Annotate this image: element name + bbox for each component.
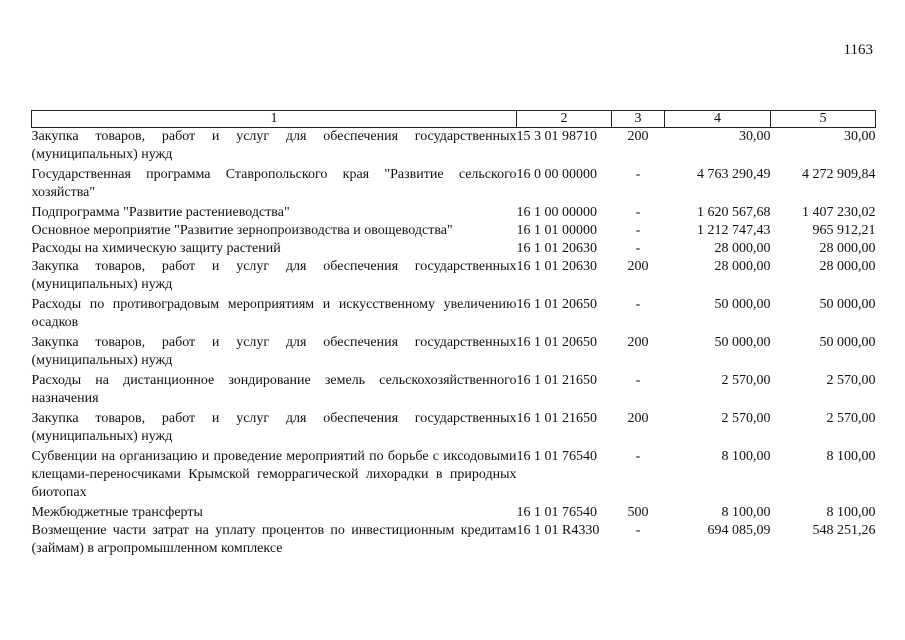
row-type: 200 <box>627 411 649 426</box>
row-name: Государственная программа Ставропольского края "Развитие сельского хозяйства" <box>31 167 517 200</box>
table-row <box>32 294 876 332</box>
row-value-5: 548 251,26 <box>812 523 876 538</box>
row-value-4: 50 000,00 <box>714 335 771 350</box>
row-value-4: 1 212 747,43 <box>697 223 771 238</box>
table-row <box>32 446 876 502</box>
row-type: - <box>635 523 641 538</box>
header-row <box>32 111 876 128</box>
row-code: 16 1 01 21650 <box>516 411 597 426</box>
row-value-4: 28 000,00 <box>714 259 771 274</box>
table-row <box>32 258 876 294</box>
row-type: - <box>635 167 641 182</box>
row-name: Расходы на дистанционное зондирование земель сельскохозяйственного назначения <box>31 373 517 406</box>
row-code: 16 1 01 20630 <box>516 259 597 274</box>
row-value-4: 4 763 290,49 <box>697 167 771 182</box>
budget-table <box>31 110 876 558</box>
row-type: 200 <box>627 129 649 144</box>
table-row <box>32 370 876 408</box>
row-name: Возмещение части затрат на уплату процентов по инвестиционным кредитам (займам) в агропромышленном комплексе <box>31 523 517 556</box>
row-code: 16 0 00 00000 <box>516 167 597 182</box>
row-name: Субвенции на организацию и проведение мероприятий по борьбе с иксодовыми клещами-переносчиками Крымской геморрагической лихорадки в природных биотопах <box>31 449 517 500</box>
row-name: Основное мероприятие "Развитие зернопроизводства и овощеводства" <box>31 223 453 238</box>
row-type: 200 <box>627 335 649 350</box>
row-code: 16 1 00 00000 <box>516 205 597 220</box>
row-value-4: 2 570,00 <box>721 373 771 388</box>
column-header-1: 1 <box>32 111 517 128</box>
row-name: Расходы по противоградовым мероприятиям и искусственному увеличению осадков <box>31 297 517 330</box>
row-value-5: 30,00 <box>844 129 876 144</box>
table-row <box>32 202 876 222</box>
row-value-5: 8 100,00 <box>826 505 876 520</box>
row-code: 16 1 01 00000 <box>516 223 597 238</box>
row-value-4: 30,00 <box>739 129 771 144</box>
row-type: 500 <box>627 505 649 520</box>
row-code: 16 1 01 20650 <box>516 297 597 312</box>
table-row <box>32 522 876 558</box>
column-header-3: 3 <box>612 111 665 128</box>
row-value-5: 1 407 230,02 <box>802 205 876 220</box>
row-code: 16 1 01 76540 <box>516 449 597 464</box>
row-type: 200 <box>627 259 649 274</box>
table-row <box>32 408 876 446</box>
row-name: Подпрограмма "Развитие растениеводства" <box>31 205 290 220</box>
row-type: - <box>635 205 641 220</box>
row-value-5: 50 000,00 <box>819 297 876 312</box>
row-type: - <box>635 449 641 464</box>
row-code: 16 1 01 20650 <box>516 335 597 350</box>
table-row <box>32 222 876 240</box>
row-name: Межбюджетные трансферты <box>31 505 203 520</box>
row-name: Закупка товаров, работ и услуг для обеспечения государственных (муниципальных) нужд <box>31 129 517 162</box>
table-row <box>32 240 876 258</box>
row-value-4: 50 000,00 <box>714 297 771 312</box>
row-type: - <box>635 297 641 312</box>
row-type: - <box>635 223 641 238</box>
row-type: - <box>635 373 641 388</box>
row-name: Закупка товаров, работ и услуг для обеспечения государственных (муниципальных) нужд <box>31 335 517 368</box>
row-value-5: 50 000,00 <box>819 335 876 350</box>
row-value-4: 8 100,00 <box>721 449 771 464</box>
row-value-5: 965 912,21 <box>812 223 876 238</box>
row-value-4: 2 570,00 <box>721 411 771 426</box>
row-name: Закупка товаров, работ и услуг для обеспечения государственных (муниципальных) нужд <box>31 411 517 444</box>
row-value-5: 2 570,00 <box>826 373 876 388</box>
row-code: 16 1 01 R4330 <box>516 523 600 538</box>
row-value-5: 2 570,00 <box>826 411 876 426</box>
table-row <box>32 164 876 202</box>
row-name: Закупка товаров, работ и услуг для обеспечения государственных (муниципальных) нужд <box>31 259 517 292</box>
row-value-4: 1 620 567,68 <box>697 205 771 220</box>
table-row <box>32 128 876 165</box>
column-header-2: 2 <box>517 111 612 128</box>
table-row <box>32 332 876 370</box>
row-value-5: 28 000,00 <box>819 241 876 256</box>
column-header-5: 5 <box>771 111 876 128</box>
row-value-4: 8 100,00 <box>721 505 771 520</box>
row-code: 16 1 01 76540 <box>516 505 597 520</box>
row-code: 16 1 01 20630 <box>516 241 597 256</box>
row-value-5: 28 000,00 <box>819 259 876 274</box>
table-row <box>32 502 876 522</box>
page-number: 1163 <box>843 42 873 58</box>
row-name: Расходы на химическую защиту растений <box>31 241 281 256</box>
row-value-4: 694 085,09 <box>707 523 771 538</box>
row-type: - <box>635 241 641 256</box>
row-value-5: 8 100,00 <box>826 449 876 464</box>
row-value-4: 28 000,00 <box>714 241 771 256</box>
row-code: 15 3 01 98710 <box>516 129 597 144</box>
row-value-5: 4 272 909,84 <box>802 167 876 182</box>
row-code: 16 1 01 21650 <box>516 373 597 388</box>
column-header-4: 4 <box>665 111 771 128</box>
